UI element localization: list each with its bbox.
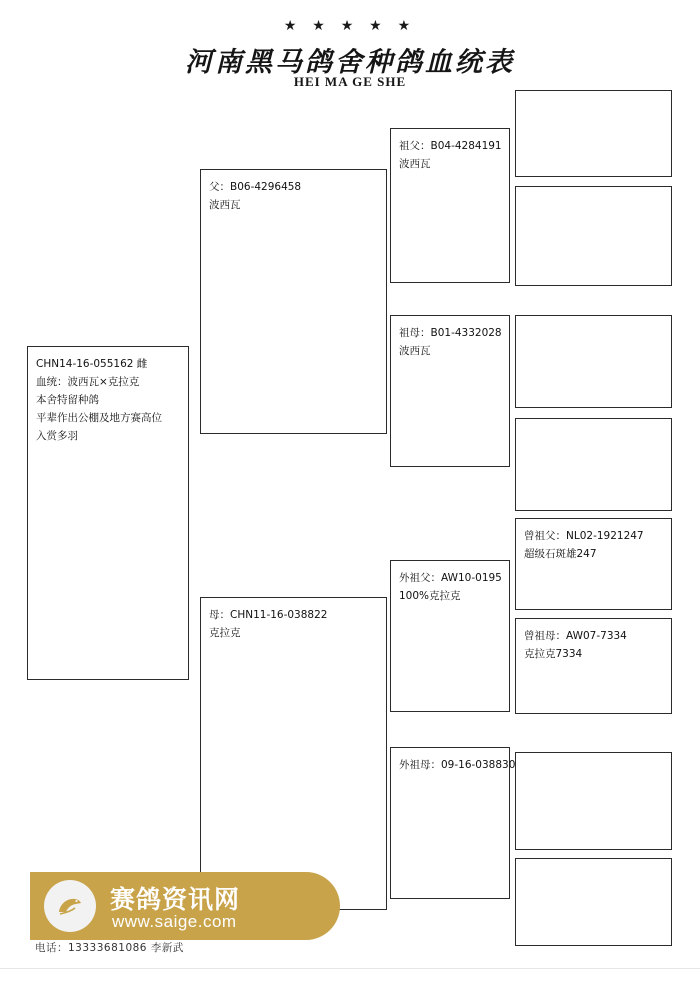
sire-details — [201, 170, 386, 214]
sire-box — [200, 169, 387, 434]
paternal-grandsire-details — [391, 129, 509, 173]
photo-slot-5 — [515, 752, 672, 850]
site-brand-url: www.saige.com — [112, 912, 237, 931]
pgd-line-1: 祖母：B01-4332028 — [399, 327, 502, 339]
maternal-grandsire-details — [391, 561, 509, 605]
photo-slot-1 — [515, 90, 672, 177]
paternal-granddam-box — [390, 315, 510, 467]
dam-box — [200, 597, 387, 910]
ggd1-line-2: 克拉克7334 — [524, 648, 583, 660]
subject-line-3: 本舍特留种鸽 — [36, 394, 99, 406]
great-granddam-1-box — [515, 618, 672, 714]
subject-bird-box — [27, 346, 189, 680]
mgs-line-1: 外祖父：AW10-0195 — [399, 572, 502, 584]
site-brand-name: 赛鸽资讯网 — [110, 885, 241, 914]
maternal-grandsire-box — [390, 560, 510, 712]
subject-line-4: 平辈作出公棚及地方赛高位 — [36, 412, 162, 424]
great-grandsire-1-details — [516, 519, 671, 563]
subject-line-2: 血统：波西瓦×克拉克 — [36, 376, 140, 388]
great-grandsire-1-box — [515, 518, 672, 610]
contact-info: 电话：13333681086 李新武 — [35, 942, 184, 954]
mgd-line-1: 外祖母：09-16-038830 — [399, 759, 516, 771]
photo-slot-4 — [515, 418, 672, 511]
ggd1-line-1: 曾祖母：AW07-7334 — [524, 630, 627, 642]
photo-slot-6 — [515, 858, 672, 946]
sire-line-1: 父：B06-4296458 — [209, 181, 302, 193]
pgd-line-2: 波西瓦 — [399, 345, 431, 357]
dam-line-1: 母：CHN11-16-038822 — [209, 609, 328, 621]
great-granddam-1-details — [516, 619, 671, 663]
pgs-line-2: 波西瓦 — [399, 158, 431, 170]
subject-bird-details — [28, 347, 188, 445]
subject-line-1: CHN14-16-055162 雌 — [36, 358, 148, 370]
site-watermark-banner — [30, 872, 340, 940]
pigeon-logo-icon — [54, 890, 86, 922]
maternal-granddam-box — [390, 747, 516, 899]
page-bottom-divider — [0, 968, 700, 969]
ggs1-line-1: 曾祖父：NL02-1921247 — [524, 530, 644, 542]
paternal-grandsire-box — [390, 128, 510, 283]
star-rating-icon: ★ ★ ★ ★ ★ — [283, 17, 417, 33]
dam-line-2: 克拉克 — [209, 627, 241, 639]
subject-line-5: 入赏多羽 — [36, 430, 78, 442]
photo-slot-2 — [515, 186, 672, 286]
sire-line-2: 波西瓦 — [209, 199, 241, 211]
page-title: 河南黑马鸽舍种鸽血统表 — [185, 47, 515, 78]
ggs1-line-2: 超级石斑雄247 — [524, 548, 597, 560]
paternal-granddam-details — [391, 316, 509, 360]
page-subtitle: HEI MA GE SHE — [293, 74, 407, 89]
maternal-granddam-details — [391, 748, 516, 774]
photo-slot-3 — [515, 315, 672, 408]
pgs-line-1: 祖父：B04-4284191 — [399, 140, 502, 152]
mgs-line-2: 100%克拉克 — [399, 590, 461, 602]
dam-details — [201, 598, 386, 642]
